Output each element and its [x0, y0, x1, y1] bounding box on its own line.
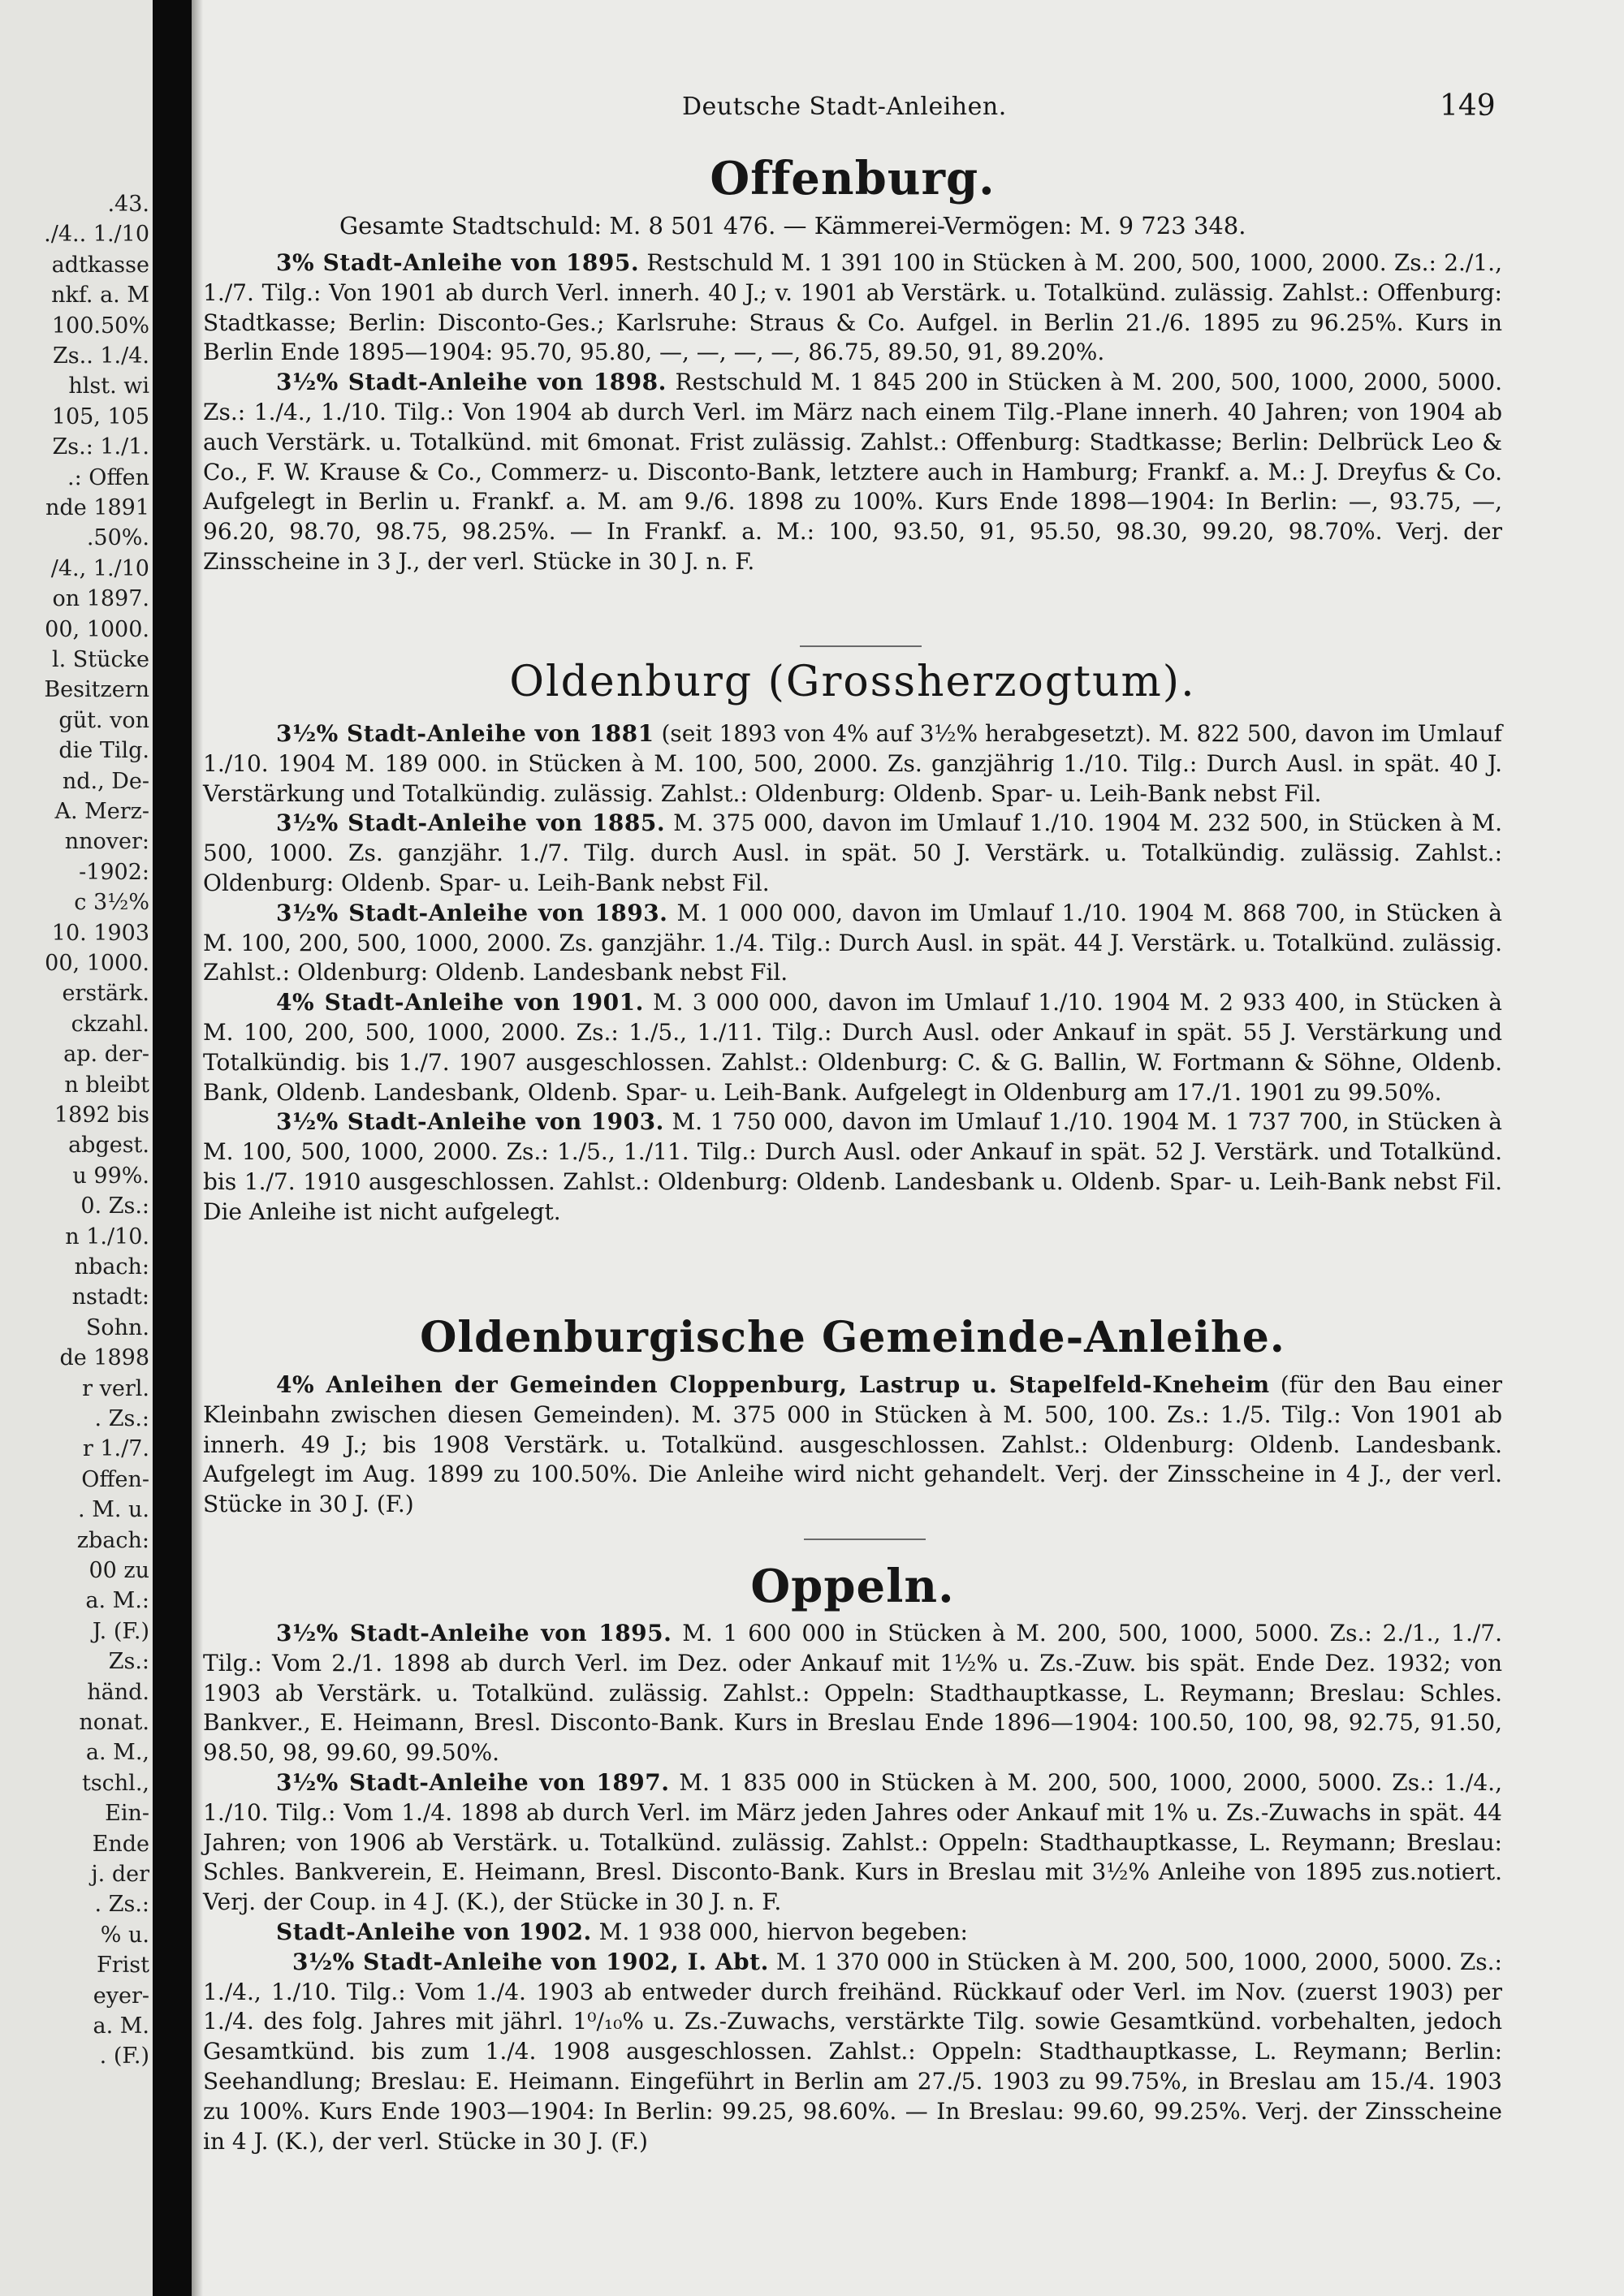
left-page-line: erstärk. — [62, 981, 149, 1007]
left-page-line: a. M.: — [85, 1588, 149, 1614]
left-page-line: u 99%. — [72, 1163, 149, 1189]
issue-entry — [203, 1918, 1502, 1948]
issue-text: (seit 1893 von 4% auf 3½% herabgesetzt). M. 822 500, davon im Umlauf 1./10. 1904 M. 189 000. in Stücken à M. 100, 500, 2000. Zs. ganzjährig 1./10. Tilg.: Durch Ausl. in spät. 40 J. Verstärkung und Totalkündig. zulässig. Zahlst.: Oldenburg: Oldenb. Spar- u. Leih-Bank nebst Fil. — [203, 720, 1502, 807]
issue-text: M. 1 600 000 in Stücken à M. 200, 500, 1000, 5000. Zs.: 2./1., 1./7. Tilg.: Vom 2./1. 1898 ab durch Verl. im Dez. oder Ankauf mit 1½% u. Zs.-Zuw. bis spät. Ende Dez. 1932; von 1903 ab Verstärk. u. Totalkünd. zulässig. Zahlst.: Oppeln: Stadthauptkasse, L. Reymann; Breslau: Schles. Bankver., E. Heimann, Bresl. Disconto-Bank. Kurs in Breslau Ende 1896—1904: 100.50, 100, 98, 92.75, 91.50, 98.50, 98, 99.60, 99.50%. — [203, 1620, 1503, 1767]
left-page-line: .43. — [107, 192, 149, 217]
left-page-line: n bleibt — [64, 1072, 149, 1098]
left-page-line: Offen- — [81, 1466, 149, 1492]
issue-lead: 3½% Stadt-Anleihe von 1897. — [276, 1768, 670, 1796]
left-page-line: Zs.: — [108, 1649, 149, 1675]
left-page-line: Frist — [97, 1953, 149, 1979]
issue-lead: 3% Stadt-Anleihe von 1895. — [276, 249, 640, 276]
issue-text: Restschuld M. 1 391 100 in Stücken à M. 200, 500, 1000, 2000. Zs.: 2./1., 1./7. Tilg.: Von 1901 ab durch Verl. innerh. 40 J.; v. 1901 ab Verstärk. u. Totalkünd. zulässig. Zahlst.: Offenburg: Stadtkasse; Berlin: Disconto-Ges.; Karlsruhe: Straus & Co. Aufgel. in Berlin 21./6. 1895 zu 96.25%. Kurs in Berlin Ende 1895—1904: 95.70, 95.80, —, —, —, —, 86.75, 89.50, 91, 89.20%. — [203, 249, 1502, 366]
left-page-line: die Tilg. — [58, 738, 149, 764]
issue-entry — [203, 368, 1502, 577]
left-page-line: . (F.) — [99, 2044, 149, 2069]
issue-text: Restschuld M. 1 845 200 in Stücken à M. 200, 500, 1000, 2000, 5000. Zs.: 1./4., 1./10. Tilg.: Von 1904 ab durch Verl. im März nach einem Tilg.-Plane innerh. 40 Jahren; von 1904 ab auch Verstärk. u. Totalkünd. mit 6monat. Frist zulässig. Zahlst.: Offenburg: Stadtkasse; Berlin: Delbrück Leo & Co., F. W. Krause & Co., Commerz- u. Disconto-Bank, letztere auch in Hamburg; Frankf. a. M.: J. Dreyfus & Co. Aufgelegt in Berlin u. Frankf. a. M. am 9./6. 1898 zu 100%. Kurs Ende 1898—1904: In Berlin: —, 93.75, —, 96.20, 98.70, 98.75, 98.25%. — In Frankf. a. M.: 100, 93.50, 91, 95.50, 98.30, 99.20, 98.70%. Verj. der Zinsscheine in 3 J., der verl. Stücke in 30 J. n. F. — [203, 369, 1502, 575]
left-page-line: Besitzern — [44, 677, 149, 703]
issue-text: M. 375 000, davon im Umlauf 1./10. 1904 M. 232 500, in Stücken à M. 500, 1000. Zs. ganzjähr. 1./7. Tilg. durch Ausl. in spät. 50 J. Verstärk. u. Totalkündig. zulässig. Zahlst.: Oldenburg: Oldenb. Spar- u. Leih-Bank nebst Fil. — [203, 809, 1502, 896]
left-page-line: r 1./7. — [82, 1436, 149, 1462]
issue-text: M. 1 000 000, davon im Umlauf 1./10. 1904 M. 868 700, in Stücken à M. 100, 200, 500, 1000, 2000. Zs. ganzjähr. 1./4. Tilg.: Durch Ausl. in spät. 44 J. Verstärk. u. Totalkünd. zulässig. Zahlst.: Oldenburg: Oldenb. Landesbank nebst Fil. — [203, 899, 1502, 986]
left-page-line: j. der — [91, 1862, 149, 1887]
left-page-line: händ. — [87, 1679, 149, 1705]
gemeinde-issues — [203, 1370, 1502, 1520]
left-page-line: . Zs.: — [94, 1406, 149, 1431]
left-page-line: 0. Zs.: — [80, 1193, 149, 1219]
left-page-line: ckzahl. — [71, 1011, 149, 1037]
spine-shadow — [192, 0, 203, 2296]
left-page-line: r verl. — [82, 1375, 149, 1401]
left-page-line: eyer- — [93, 1983, 149, 2009]
section-divider — [804, 1539, 926, 1540]
issue-lead: Stadt-Anleihe von 1902. — [276, 1918, 592, 1945]
left-page-line: Ende — [92, 1831, 149, 1857]
left-page-fragment — [0, 0, 153, 2296]
left-page-line: 00 zu — [89, 1558, 149, 1583]
issue-entry — [203, 1768, 1502, 1918]
issue-text: M. 1 835 000 in Stücken à M. 200, 500, 1000, 2000, 5000. Zs.: 1./4., 1./10. Tilg.: Vom 1./4. 1898 ab durch Verl. im März jeden Jahres oder Ankauf mit 1% u. Zs.-Zuwachs in spät. 44 Jahren; von 1906 ab Verstärk. u. Totalkünd. zulässig. Zahlst.: Oppeln: Stadthauptkasse, L. Reymann; Breslau: Schles. Bankverein, E. Heimann, Bresl. Disconto-Bank. Kurs in Breslau mit 3½% Anleihe von 1895 zus.notiert. Verj. der Coup. in 4 J. (K.), der Stücke in 30 J. n. F. — [203, 1768, 1502, 1916]
section-title-oldenburg: Oldenburg (Grossherzogtum). — [509, 658, 1196, 706]
left-page-line: l. Stücke — [52, 647, 149, 672]
left-page-line: adtkasse — [51, 252, 149, 278]
section-title-oppeln: Oppeln. — [750, 1560, 955, 1613]
issue-lead: 4% Anleihen der Gemeinden Cloppenburg, Lastrup u. Stapelfeld-Kneheim — [276, 1371, 1270, 1398]
issue-text: M. 1 750 000, davon im Umlauf 1./10. 1904 M. 1 737 700, in Stücken à M. 100, 500, 1000, 2000. Zs.: 1./5., 1./11. Tilg.: Durch Ausl. oder Ankauf in spät. 52 J. Verstärk. und Totalkünd. bis 1./7. 1910 ausgeschlossen. Zahlst.: Oldenburg: Oldenb. Landesbank u. Oldenb. Spar- u. Leih-Bank nebst Fil. Die Anleihe ist nicht aufgelegt. — [203, 1108, 1502, 1225]
section-divider — [800, 645, 922, 647]
oppeln-issues — [203, 1619, 1502, 2156]
left-page-line: Ein- — [105, 1801, 149, 1827]
issue-text: (für den Bau einer Kleinbahn zwischen diesen Gemeinden). M. 375 000 in Stücken à M. 500, 100. Zs.: 1./5. Tilg.: Von 1901 ab innerh. 49 J.; bis 1908 Verstärk. u. Totalkünd. ausgeschlossen. Zahlst.: Oldenburg: Oldenb. Landesbank. Aufgelegt im Aug. 1899 zu 100.50%. Die Anleihe wird nicht gehandelt. Verj. der Zinsscheine in 4 J., der verl. Stücke in 30 J. (F.) — [203, 1371, 1503, 1518]
issue-entry — [203, 1107, 1502, 1227]
issue-entry — [203, 988, 1502, 1107]
left-page-line: Zs.. 1./4. — [53, 343, 149, 369]
left-page-line: 10. 1903 — [51, 920, 149, 946]
left-page-line: ./4.. 1./10 — [44, 222, 149, 248]
left-page-line: zbach: — [76, 1527, 149, 1553]
issue-entry — [203, 809, 1502, 898]
left-page-line: nnover: — [64, 829, 149, 855]
left-page-line: % u. — [100, 1922, 149, 1948]
oldenburg-issues — [203, 719, 1502, 1228]
left-page-line: hlst. wi — [68, 373, 149, 399]
left-page-line: a. M., — [85, 1740, 149, 1766]
left-page-line: . M. u. — [78, 1497, 149, 1523]
left-page-line: A. Merz- — [54, 799, 149, 824]
left-page-line: abgest. — [68, 1133, 149, 1159]
issue-entry — [203, 899, 1502, 988]
issue-lead: 3½% Stadt-Anleihe von 1898. — [276, 369, 667, 396]
left-page-line: 00, 1000. — [45, 616, 149, 642]
left-page-line: nkf. a. M — [51, 283, 149, 309]
left-page-line: Sohn. — [85, 1314, 149, 1340]
running-head: Deutsche Stadt-Anleihen. — [682, 93, 1007, 121]
page — [203, 0, 1624, 2296]
left-page-line: nd., De- — [62, 768, 149, 794]
left-page-line: J. (F.) — [92, 1618, 149, 1644]
issue-text: M. 1 370 000 in Stücken à M. 200, 500, 1000, 2000, 5000. Zs.: 1./4., 1./10. Tilg.: Vom 1./4. 1903 ab entweder durch freihänd. Rückkauf oder Verl. im Nov. (zuerst 1903) per 1./4. des folg. Jahres mit jährl. 1⁰/₁₀% u. Zs.-Zuwachs, verstärkte Tilg. sowie Gesamtkünd. vorbehalten, jedoch Gesamtkünd. bis zum 1./4. 1908 ausgeschlossen. Zahlst.: Oppeln: Stadthauptkasse, L. Reymann; Berlin: Seehandlung; Breslau: E. Heimann. Eingeführt in Berlin am 27./5. 1903 zu 99.75%, in Breslau am 15./4. 1903 zu 100%. Kurs Ende 1903—1904: In Berlin: 99.25, 98.60%. — In Breslau: 99.60, 99.25%. Verj. der Zinsscheine in 4 J. (K.), der verl. Stücke in 30 J. (F.) — [203, 1948, 1502, 2155]
left-page-line: nde 1891 — [45, 495, 149, 520]
left-page-line: on 1897. — [52, 586, 149, 612]
left-page-line: .: Offen — [67, 464, 149, 490]
page-number: 149 — [1440, 89, 1496, 123]
left-page-line: c 3½% — [74, 890, 149, 916]
issue-lead: 3½% Stadt-Anleihe von 1881 — [276, 720, 654, 747]
left-page-line: 100.50% — [51, 313, 149, 339]
left-page-line: a. M. — [93, 2013, 149, 2039]
left-page-line: /4., 1./10 — [50, 555, 149, 581]
issue-lead: 3½% Stadt-Anleihe von 1902, I. Abt. — [292, 1948, 769, 1975]
left-page-line: nbach: — [74, 1254, 149, 1280]
left-page-line: -1902: — [79, 859, 149, 885]
issue-lead: 3½% Stadt-Anleihe von 1903. — [276, 1108, 664, 1136]
left-page-line: güt. von — [58, 707, 149, 733]
left-page-line: nonat. — [79, 1710, 149, 1735]
left-page-line: nstadt: — [71, 1284, 149, 1310]
issue-lead: 3½% Stadt-Anleihe von 1893. — [276, 899, 668, 926]
offenburg-issues — [203, 248, 1502, 577]
book-spine — [153, 0, 192, 2296]
left-page-line: n 1./10. — [65, 1224, 149, 1249]
issue-entry — [203, 719, 1502, 809]
section-title-gemeinde: Oldenburgische Gemeinde-Anleihe. — [420, 1313, 1285, 1362]
issue-entry — [203, 1948, 1502, 2157]
left-page-line: tschl., — [81, 1770, 149, 1796]
left-page-line: 105, 105 — [51, 404, 149, 429]
offenburg-summary: Gesamte Stadtschuld: M. 8 501 476. — Kämmerei-Vermögen: M. 9 723 348. — [339, 212, 1246, 240]
issue-lead: 3½% Stadt-Anleihe von 1885. — [276, 809, 666, 837]
left-page-line: Zs.: 1./1. — [52, 434, 149, 460]
left-page-line: . Zs.: — [94, 1892, 149, 1918]
issue-entry — [203, 248, 1502, 368]
issue-text: M. 1 938 000, hiervon begeben: — [598, 1918, 968, 1945]
section-title-offenburg: Offenburg. — [710, 152, 996, 205]
issue-text: M. 3 000 000, davon im Umlauf 1./10. 1904 M. 2 933 400, in Stücken à M. 100, 200, 500, 1000, 2000. Zs.: 1./5., 1./11. Tilg.: Durch Ausl. oder Ankauf in spät. 55 J. Verstärkung und Totalkündig. bis 1./7. 1907 ausgeschlossen. Zahlst.: Oldenburg: C. & G. Ballin, W. Fortmann & Söhne, Oldenb. Bank, Oldenb. Landesbank, Oldenb. Spar- u. Leih-Bank. Aufgelegt in Oldenburg am 17./1. 1901 zu 99.50%. — [203, 989, 1502, 1106]
left-page-line: de 1898 — [59, 1345, 149, 1371]
issue-lead: 3½% Stadt-Anleihe von 1895. — [276, 1620, 672, 1646]
left-page-line: ap. der- — [63, 1042, 149, 1068]
issue-lead: 4% Stadt-Anleihe von 1901. — [276, 989, 644, 1016]
left-page-line: .50%. — [86, 525, 149, 551]
issue-entry — [203, 1370, 1502, 1520]
issue-entry — [203, 1619, 1502, 1768]
left-page-line: 1892 bis — [54, 1103, 149, 1128]
left-page-line: 00, 1000. — [45, 951, 149, 976]
